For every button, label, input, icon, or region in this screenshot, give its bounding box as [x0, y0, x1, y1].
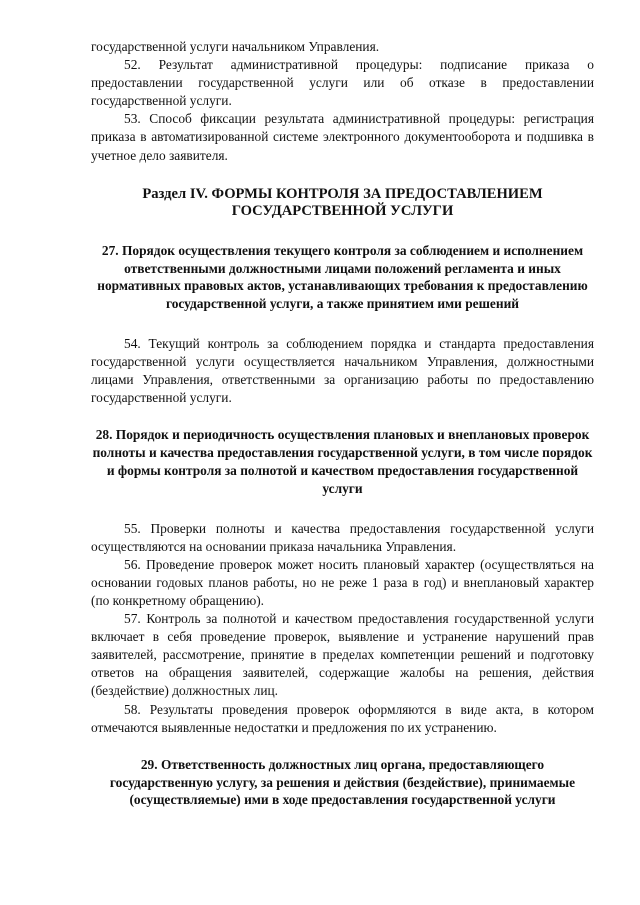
paragraph-52: 52. Результат административной процедуры: подписание приказа о предоставлении государственной услуги или об отказе в предоставлении государственной услуги.: [91, 57, 594, 109]
paragraph-57: 57. Контроль за полнотой и качеством предоставления государственной услуги включает в себя проведение проверок, выявление и устранение нарушений прав заявителей, рассмотрение, принятие в пределах компетенции решений и подготовку ответов на обращения заявителей, содержащие жалобы на решения, действия (бездействие) должностных лиц.: [91, 611, 594, 699]
paragraph-58: 58. Результаты проведения проверок оформляются в виде акта, в котором отмечаются выявленные недостатки и предложения по их устранению.: [91, 701, 594, 735]
subsection-heading-28: 28. Порядок и периодичность осуществления плановых и внеплановых проверок полноты и качества предоставления государственной услуги, в том числе порядок и формы контроля за полнотой и качеством предоставления государственной услуги: [92, 427, 593, 496]
document-page: [91, 38, 594, 809]
paragraph-54: 54. Текущий контроль за соблюдением порядка и стандарта предоставления государственной услуги осуществляется начальником Управления, должностными лицами Управления, ответственными за организацию работы по предоставлению государственной услуги.: [91, 336, 594, 406]
paragraph-53: 53. Способ фиксации результата административной процедуры: регистрация приказа в автоматизированной системе электронного документооборота и подшивка в учетное дело заявителя.: [91, 111, 594, 163]
paragraph-56: 56. Проведение проверок может носить плановый характер (осуществляться на основании годовых планов работы, но не реже 1 раза в год) и внеплановый характер (по конкретному обращению).: [91, 556, 594, 608]
section-heading: Раздел IV. ФОРМЫ КОНТРОЛЯ ЗА ПРЕДОСТАВЛЕНИЕМ ГОСУДАРСТВЕННОЙ УСЛУГИ: [142, 185, 543, 220]
subsection-heading-29: 29. Ответственность должностных лиц органа, предоставляющего государственную услугу, за решения и действия (бездействие), принимаемые (осуществляемые) ими в ходе предоставления государственной услуги: [109, 756, 576, 808]
paragraph-continuation: государственной услуги начальником Управления.: [91, 39, 380, 54]
paragraph-55: 55. Проверки полноты и качества предоставления государственной услуги осуществляются на основании приказа начальника Управления.: [91, 520, 594, 554]
subsection-heading-27: 27. Порядок осуществления текущего контроля за соблюдением и исполнением ответственными должностными лицами положений регламента и иных нормативных правовых актов, устанавливающих требования к предоставлению государственной услуги, а также принятием ими решений: [97, 242, 588, 312]
